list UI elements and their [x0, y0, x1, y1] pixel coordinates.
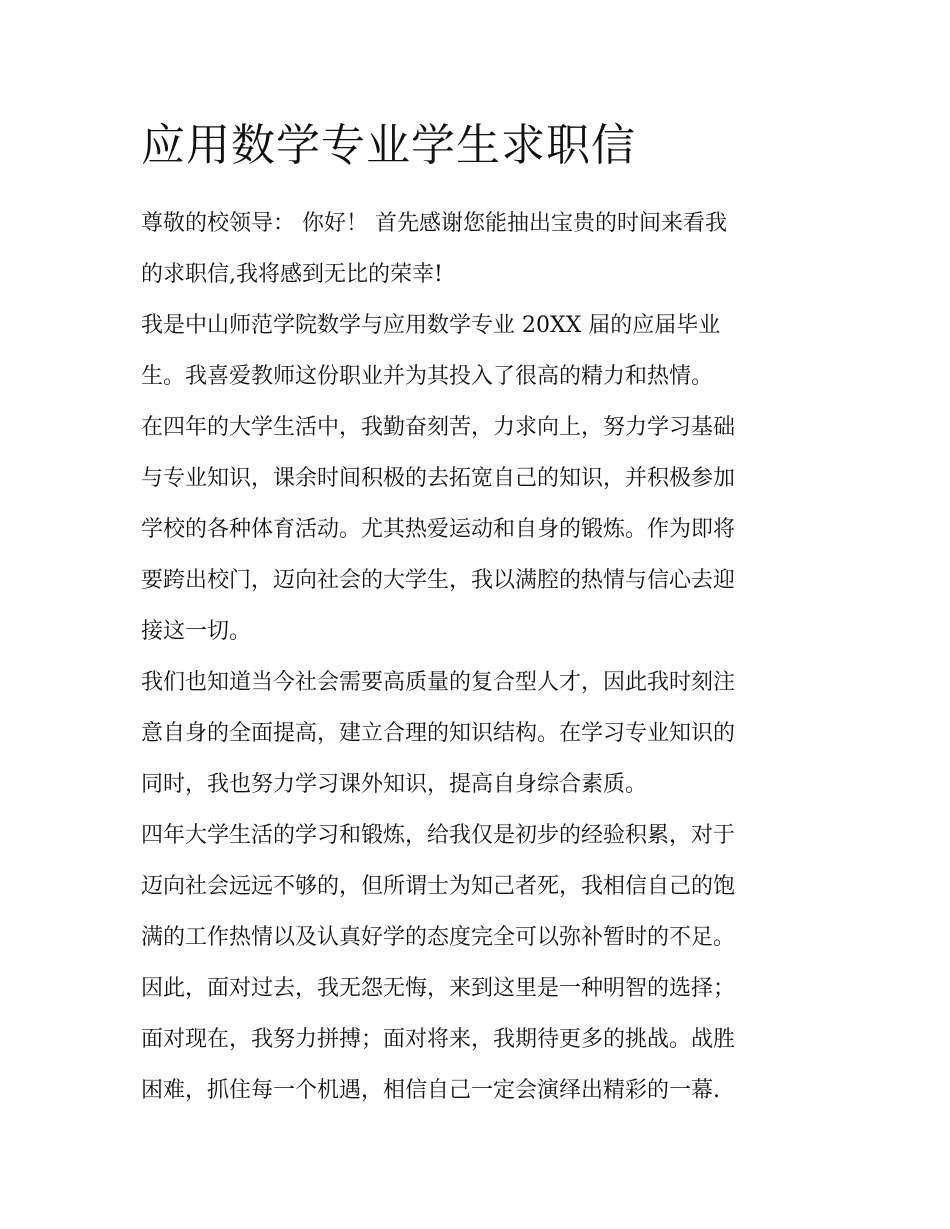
text-line: 意自身的全面提高，建立合理的知识结构。在学习专业知识的 — [141, 721, 736, 746]
letter-body — [141, 198, 831, 1116]
text-line: 我们也知道当今社会需要高质量的复合型人才，因此我时刻注 — [141, 670, 736, 695]
text-line: 迈向社会远远不够的，但所谓士为知己者死，我相信自己的饱 — [141, 874, 736, 899]
text-line: 困难，抓住每一个机遇，相信自己一定会演绎出精彩的一幕. — [141, 1078, 720, 1103]
text-line: 的求职信,我将感到无比的荣幸! — [141, 262, 443, 287]
text-line: 尊敬的校领导： 你好！ 首先感谢您能抽出宝贵的时间来看我 — [141, 211, 727, 236]
text-line: 四年大学生活的学习和锻炼，给我仅是初步的经验积累，对于 — [141, 823, 736, 848]
text-line: 在四年的大学生活中，我勤奋刻苦，力求向上，努力学习基础 — [141, 415, 736, 440]
text-line: 同时，我也努力学习课外知识，提高自身综合素质。 — [141, 772, 648, 797]
text-line: 因此，面对过去，我无怨无悔，来到这里是一种明智的选择； — [141, 976, 736, 1001]
text-line: 生。我喜爱教师这份职业并为其投入了很高的精力和热情。 — [141, 364, 714, 389]
document-title: 应用数学专业学生求职信 — [141, 120, 636, 171]
text-line: 要跨出校门，迈向社会的大学生，我以满腔的热情与信心去迎 — [141, 568, 736, 593]
text-line: 接这一切。 — [141, 619, 252, 644]
text-line: 面对现在，我努力拼搏；面对将来，我期待更多的挑战。战胜 — [141, 1027, 736, 1052]
text-line: 我是中山师范学院数学与应用数学专业 20XX 届的应届毕业 — [141, 313, 721, 338]
text-line: 学校的各种体育活动。尤其热爱运动和自身的锻炼。作为即将 — [141, 517, 736, 542]
text-line: 与专业知识，课余时间积极的去拓宽自己的知识，并积极参加 — [141, 466, 736, 491]
text-line: 满的工作热情以及认真好学的态度完全可以弥补暂时的不足。 — [141, 925, 736, 950]
